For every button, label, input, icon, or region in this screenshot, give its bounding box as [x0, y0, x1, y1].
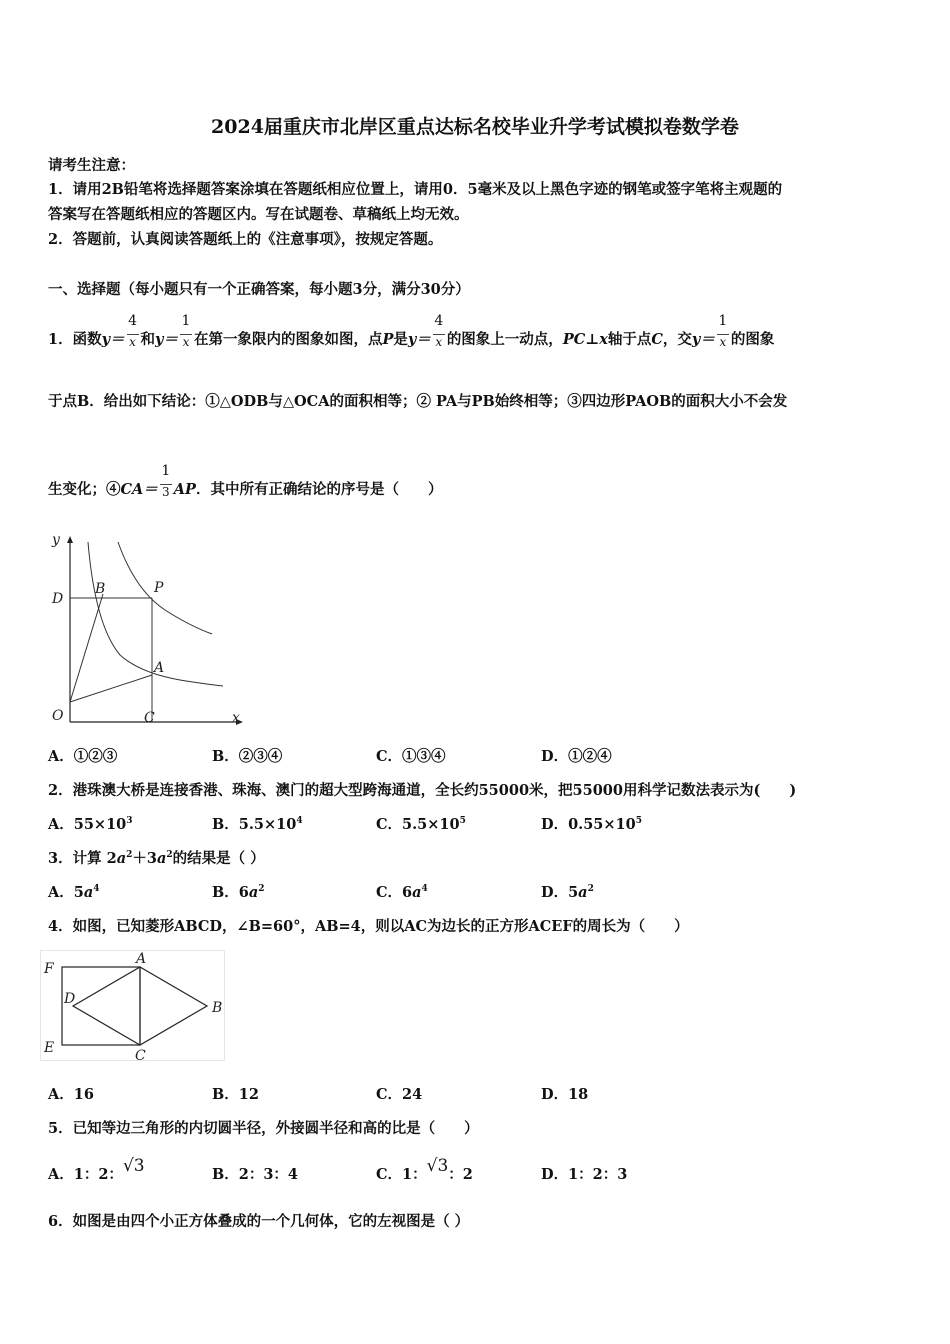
question-4-stem: 4．如图，已知菱形ABCD，∠B=60°，AB=4，则以AC为边长的正方形ACEF的周长为（ ）	[48, 918, 689, 935]
q5-option-b[interactable]: B．2：3：4	[212, 1166, 299, 1183]
question-2-stem: 2．港珠澳大桥是连接香港、珠海、澳门的超大型跨海通道，全长约55000米，把55000用科学记数法表示为( )	[48, 782, 797, 799]
q4-option-a[interactable]: A．16	[48, 1086, 94, 1103]
q2-option-a[interactable]: A．$55\times 10^3$	[48, 816, 133, 833]
label-P: P	[154, 580, 164, 596]
label-B: B	[212, 1000, 223, 1016]
question-1-figure	[40, 530, 255, 730]
label-x: x	[232, 710, 240, 726]
notice-line-1b: 答案写在答题纸相应的答题区内。写在试题卷、草稿纸上均无效。	[48, 206, 469, 223]
notice-line-1a: 1．请用2B铅笔将选择题答案涂填在答题纸相应位置上，请用0．5毫米及以上黑色字迹的钢笔或签字笔将主观题的	[48, 181, 783, 198]
q4-option-d[interactable]: D．18	[541, 1086, 589, 1103]
q3-option-d[interactable]: D．$5a^2$	[541, 884, 594, 901]
label-C: C	[144, 710, 155, 726]
label-C: C	[135, 1048, 146, 1064]
notice-heading: 请考生注意：	[48, 157, 135, 174]
curve-y-4-over-x	[118, 542, 212, 634]
section-heading: 一、选择题（每小题只有一个正确答案，每小题3分，满分30分）	[48, 281, 470, 298]
label-A: A	[154, 660, 165, 676]
segment-OB	[70, 594, 103, 702]
label-B: B	[95, 581, 106, 597]
label-D: D	[64, 991, 76, 1007]
q2-option-c[interactable]: C．$5.5\times 10^5$	[376, 816, 466, 833]
q1-option-b[interactable]: B．②③④	[212, 748, 283, 765]
page-title: 2024届重庆市北岸区重点达标名校毕业升学考试模拟卷数学卷	[211, 116, 739, 138]
q3-option-b[interactable]: B．$6a^2$	[212, 884, 265, 901]
notice-line-2: 2．答题前，认真阅读答题纸上的《注意事项》，按规定答题。	[48, 231, 443, 248]
question-3-stem: 3．计算 $2a^2+3a^2$的结果是（ ）	[48, 850, 265, 867]
label-D: D	[52, 591, 64, 607]
label-E: E	[44, 1040, 55, 1056]
q2-option-d[interactable]: D．$0.55\times 10^5$	[541, 816, 642, 833]
label-F: F	[44, 961, 54, 977]
q4-option-b[interactable]: B．12	[212, 1086, 259, 1103]
y-axis-arrow	[67, 536, 73, 543]
q5-option-c[interactable]: C．1：√3：2	[376, 1156, 473, 1183]
q2-option-b[interactable]: B．$5.5\times 10^4$	[212, 816, 303, 833]
question-1-line-3: 生变化；④CA＝ $\frac{1}{3}$ AP．其中所有正确结论的序号是（ ）	[48, 463, 443, 499]
q3-option-c[interactable]: C．$6a^4$	[376, 884, 428, 901]
q4-option-c[interactable]: C．24	[376, 1086, 423, 1103]
question-1-line-2: 于点B．给出如下结论：①△ODB与△OCA的面积相等；② PA与PB始终相等；③四边形PAOB的面积大小不会发	[48, 393, 788, 410]
question-6-stem: 6．如图是由四个小正方体叠成的一个几何体，它的左视图是（ ）	[48, 1213, 470, 1230]
q5-option-a[interactable]: A．1：2：√3	[48, 1156, 145, 1183]
q1-option-a[interactable]: A．①②③	[48, 748, 118, 765]
label-y: y	[52, 532, 60, 548]
q1-option-c[interactable]: C．①③④	[376, 748, 446, 765]
question-4-figure	[40, 950, 230, 1065]
label-A: A	[136, 951, 147, 967]
question-5-stem: 5．已知等边三角形的内切圆半径，外接圆半径和高的比是（ ）	[48, 1120, 479, 1137]
q3-option-a[interactable]: A．$5a^4$	[48, 884, 100, 901]
question-1-line-1: 1．函数y＝ $\frac{4}{x}$ 和y＝ $\frac{1}{x}$ 在第一象限内的图象如图，点P是y＝ $\frac{4}{x}$ 的图象上一动点，PC⊥x轴于点C，交y＝ $\frac{1}{x}$ 的图象	[48, 313, 775, 349]
segment-OA	[70, 675, 152, 702]
q1-option-d[interactable]: D．①②④	[541, 748, 612, 765]
q5-option-d[interactable]: D．1：2：3	[541, 1166, 628, 1183]
label-O: O	[52, 708, 64, 724]
